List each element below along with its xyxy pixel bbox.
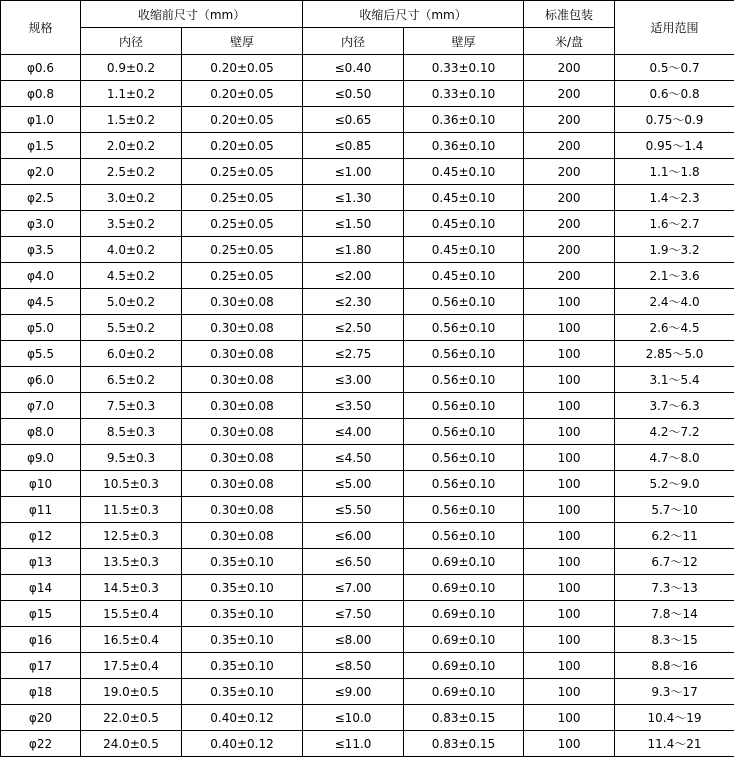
cell-before-id: 3.0±0.2 <box>81 185 182 211</box>
cell-after-id: ≤1.30 <box>303 185 404 211</box>
cell-before-id: 3.5±0.2 <box>81 211 182 237</box>
cell-after-wall: 0.33±0.10 <box>404 55 524 81</box>
table-row <box>1 341 734 367</box>
cell-spec: φ14 <box>1 575 81 601</box>
cell-after-wall: 0.33±0.10 <box>404 81 524 107</box>
cell-before-wall: 0.35±0.10 <box>182 679 303 705</box>
cell-range: 5.2～9.0 <box>615 471 734 497</box>
cell-before-wall: 0.35±0.10 <box>182 575 303 601</box>
cell-before-wall: 0.30±0.08 <box>182 471 303 497</box>
cell-before-wall: 0.25±0.05 <box>182 237 303 263</box>
cell-spec: φ0.8 <box>1 81 81 107</box>
table-row <box>1 133 734 159</box>
table-body <box>1 55 734 757</box>
cell-after-wall: 0.69±0.10 <box>404 679 524 705</box>
table-row <box>1 601 734 627</box>
cell-after-wall: 0.56±0.10 <box>404 315 524 341</box>
cell-pack: 100 <box>524 653 615 679</box>
cell-range: 4.2～7.2 <box>615 419 734 445</box>
cell-after-id: ≤1.00 <box>303 159 404 185</box>
table-row <box>1 55 734 81</box>
cell-after-wall: 0.56±0.10 <box>404 419 524 445</box>
cell-before-id: 16.5±0.4 <box>81 627 182 653</box>
cell-spec: φ13 <box>1 549 81 575</box>
cell-spec: φ4.0 <box>1 263 81 289</box>
cell-after-wall: 0.69±0.10 <box>404 627 524 653</box>
cell-spec: φ15 <box>1 601 81 627</box>
cell-after-id: ≤8.00 <box>303 627 404 653</box>
cell-spec: φ2.0 <box>1 159 81 185</box>
cell-pack: 100 <box>524 315 615 341</box>
cell-spec: φ2.5 <box>1 185 81 211</box>
cell-before-wall: 0.30±0.08 <box>182 289 303 315</box>
table-row <box>1 471 734 497</box>
cell-before-id: 2.5±0.2 <box>81 159 182 185</box>
cell-before-wall: 0.30±0.08 <box>182 523 303 549</box>
cell-after-wall: 0.83±0.15 <box>404 705 524 731</box>
cell-pack: 100 <box>524 575 615 601</box>
cell-before-id: 1.1±0.2 <box>81 81 182 107</box>
header-before-group: 收缩前尺寸（mm） <box>81 1 303 28</box>
cell-after-wall: 0.56±0.10 <box>404 497 524 523</box>
cell-pack: 100 <box>524 341 615 367</box>
cell-before-wall: 0.25±0.05 <box>182 185 303 211</box>
cell-before-wall: 0.40±0.12 <box>182 705 303 731</box>
cell-spec: φ12 <box>1 523 81 549</box>
cell-before-id: 1.5±0.2 <box>81 107 182 133</box>
cell-before-wall: 0.25±0.05 <box>182 263 303 289</box>
cell-after-id: ≤9.00 <box>303 679 404 705</box>
cell-pack: 200 <box>524 185 615 211</box>
cell-after-wall: 0.56±0.10 <box>404 367 524 393</box>
cell-before-wall: 0.30±0.08 <box>182 341 303 367</box>
cell-spec: φ0.6 <box>1 55 81 81</box>
cell-after-id: ≤0.65 <box>303 107 404 133</box>
table-row <box>1 289 734 315</box>
cell-before-id: 4.0±0.2 <box>81 237 182 263</box>
cell-spec: φ1.0 <box>1 107 81 133</box>
cell-after-wall: 0.45±0.10 <box>404 237 524 263</box>
cell-before-id: 5.0±0.2 <box>81 289 182 315</box>
cell-pack: 200 <box>524 237 615 263</box>
cell-before-id: 24.0±0.5 <box>81 731 182 757</box>
cell-before-id: 8.5±0.3 <box>81 419 182 445</box>
cell-before-id: 0.9±0.2 <box>81 55 182 81</box>
cell-range: 7.8～14 <box>615 601 734 627</box>
table-row <box>1 81 734 107</box>
cell-spec: φ5.5 <box>1 341 81 367</box>
cell-after-wall: 0.45±0.10 <box>404 211 524 237</box>
cell-spec: φ20 <box>1 705 81 731</box>
cell-before-id: 5.5±0.2 <box>81 315 182 341</box>
table-row <box>1 653 734 679</box>
cell-after-wall: 0.45±0.10 <box>404 185 524 211</box>
cell-before-id: 10.5±0.3 <box>81 471 182 497</box>
header-before-id: 内径 <box>81 28 182 55</box>
cell-spec: φ8.0 <box>1 419 81 445</box>
cell-after-id: ≤0.85 <box>303 133 404 159</box>
cell-before-id: 14.5±0.3 <box>81 575 182 601</box>
cell-after-id: ≤2.00 <box>303 263 404 289</box>
cell-range: 2.85～5.0 <box>615 341 734 367</box>
cell-pack: 200 <box>524 211 615 237</box>
table-row <box>1 185 734 211</box>
table-row <box>1 263 734 289</box>
cell-after-wall: 0.56±0.10 <box>404 289 524 315</box>
cell-spec: φ10 <box>1 471 81 497</box>
cell-spec: φ3.5 <box>1 237 81 263</box>
header-pack: 标准包装 <box>524 1 615 28</box>
cell-after-wall: 0.45±0.10 <box>404 159 524 185</box>
cell-range: 2.4～4.0 <box>615 289 734 315</box>
cell-pack: 100 <box>524 523 615 549</box>
cell-range: 1.1～1.8 <box>615 159 734 185</box>
cell-spec: φ22 <box>1 731 81 757</box>
cell-before-id: 12.5±0.3 <box>81 523 182 549</box>
cell-after-wall: 0.56±0.10 <box>404 471 524 497</box>
cell-before-id: 19.0±0.5 <box>81 679 182 705</box>
table-row <box>1 159 734 185</box>
cell-after-id: ≤2.50 <box>303 315 404 341</box>
cell-range: 2.1～3.6 <box>615 263 734 289</box>
cell-before-wall: 0.40±0.12 <box>182 731 303 757</box>
cell-pack: 100 <box>524 549 615 575</box>
cell-spec: φ9.0 <box>1 445 81 471</box>
cell-range: 11.4～21 <box>615 731 734 757</box>
header-after-id: 内径 <box>303 28 404 55</box>
cell-after-wall: 0.56±0.10 <box>404 523 524 549</box>
cell-before-id: 2.0±0.2 <box>81 133 182 159</box>
table-row <box>1 367 734 393</box>
cell-pack: 100 <box>524 419 615 445</box>
cell-spec: φ7.0 <box>1 393 81 419</box>
cell-after-id: ≤10.0 <box>303 705 404 731</box>
cell-after-id: ≤1.50 <box>303 211 404 237</box>
cell-pack: 100 <box>524 627 615 653</box>
cell-range: 6.2～11 <box>615 523 734 549</box>
table-row <box>1 549 734 575</box>
cell-after-wall: 0.69±0.10 <box>404 601 524 627</box>
cell-after-id: ≤11.0 <box>303 731 404 757</box>
cell-after-id: ≤8.50 <box>303 653 404 679</box>
cell-before-wall: 0.30±0.08 <box>182 497 303 523</box>
table-row <box>1 393 734 419</box>
cell-after-id: ≤4.50 <box>303 445 404 471</box>
cell-after-wall: 0.56±0.10 <box>404 445 524 471</box>
cell-range: 1.6～2.7 <box>615 211 734 237</box>
cell-range: 6.7～12 <box>615 549 734 575</box>
cell-after-wall: 0.36±0.10 <box>404 133 524 159</box>
table-row <box>1 705 734 731</box>
cell-spec: φ11 <box>1 497 81 523</box>
cell-before-wall: 0.30±0.08 <box>182 315 303 341</box>
cell-range: 0.95～1.4 <box>615 133 734 159</box>
cell-after-wall: 0.83±0.15 <box>404 731 524 757</box>
cell-before-id: 7.5±0.3 <box>81 393 182 419</box>
cell-pack: 100 <box>524 367 615 393</box>
cell-before-id: 11.5±0.3 <box>81 497 182 523</box>
cell-spec: φ17 <box>1 653 81 679</box>
cell-range: 5.7～10 <box>615 497 734 523</box>
cell-after-id: ≤3.00 <box>303 367 404 393</box>
cell-pack: 200 <box>524 55 615 81</box>
cell-pack: 100 <box>524 705 615 731</box>
cell-after-id: ≤6.00 <box>303 523 404 549</box>
table-row <box>1 523 734 549</box>
cell-range: 2.6～4.5 <box>615 315 734 341</box>
cell-before-id: 6.0±0.2 <box>81 341 182 367</box>
table-row <box>1 627 734 653</box>
header-pack-unit: 米/盘 <box>524 28 615 55</box>
cell-after-wall: 0.36±0.10 <box>404 107 524 133</box>
cell-pack: 100 <box>524 601 615 627</box>
cell-after-id: ≤1.80 <box>303 237 404 263</box>
cell-after-id: ≤3.50 <box>303 393 404 419</box>
cell-before-id: 4.5±0.2 <box>81 263 182 289</box>
cell-spec: φ6.0 <box>1 367 81 393</box>
cell-before-id: 15.5±0.4 <box>81 601 182 627</box>
cell-range: 1.4～2.3 <box>615 185 734 211</box>
header-before-wall: 壁厚 <box>182 28 303 55</box>
cell-after-wall: 0.56±0.10 <box>404 341 524 367</box>
cell-pack: 200 <box>524 133 615 159</box>
cell-range: 8.8～16 <box>615 653 734 679</box>
cell-before-wall: 0.25±0.05 <box>182 211 303 237</box>
cell-before-id: 22.0±0.5 <box>81 705 182 731</box>
cell-after-wall: 0.45±0.10 <box>404 263 524 289</box>
header-spec: 规格 <box>1 1 81 55</box>
table-row <box>1 237 734 263</box>
cell-spec: φ4.5 <box>1 289 81 315</box>
cell-pack: 100 <box>524 471 615 497</box>
cell-range: 0.6～0.8 <box>615 81 734 107</box>
cell-before-wall: 0.35±0.10 <box>182 627 303 653</box>
cell-before-wall: 0.20±0.05 <box>182 55 303 81</box>
cell-after-id: ≤0.40 <box>303 55 404 81</box>
cell-before-id: 9.5±0.3 <box>81 445 182 471</box>
cell-after-wall: 0.56±0.10 <box>404 393 524 419</box>
cell-after-wall: 0.69±0.10 <box>404 653 524 679</box>
cell-pack: 100 <box>524 393 615 419</box>
cell-range: 0.75～0.9 <box>615 107 734 133</box>
cell-range: 4.7～8.0 <box>615 445 734 471</box>
cell-range: 3.7～6.3 <box>615 393 734 419</box>
cell-pack: 100 <box>524 497 615 523</box>
cell-after-id: ≤7.50 <box>303 601 404 627</box>
cell-after-id: ≤5.00 <box>303 471 404 497</box>
cell-range: 3.1～5.4 <box>615 367 734 393</box>
header-after-wall: 壁厚 <box>404 28 524 55</box>
cell-before-wall: 0.30±0.08 <box>182 445 303 471</box>
cell-range: 9.3～17 <box>615 679 734 705</box>
cell-range: 8.3～15 <box>615 627 734 653</box>
table-row <box>1 679 734 705</box>
cell-before-id: 6.5±0.2 <box>81 367 182 393</box>
cell-after-id: ≤4.00 <box>303 419 404 445</box>
cell-before-id: 17.5±0.4 <box>81 653 182 679</box>
cell-before-wall: 0.25±0.05 <box>182 159 303 185</box>
cell-spec: φ18 <box>1 679 81 705</box>
cell-range: 10.4～19 <box>615 705 734 731</box>
cell-pack: 100 <box>524 289 615 315</box>
cell-pack: 200 <box>524 263 615 289</box>
cell-before-wall: 0.30±0.08 <box>182 419 303 445</box>
cell-pack: 200 <box>524 159 615 185</box>
cell-before-wall: 0.35±0.10 <box>182 653 303 679</box>
cell-after-id: ≤2.30 <box>303 289 404 315</box>
cell-pack: 100 <box>524 731 615 757</box>
cell-pack: 100 <box>524 679 615 705</box>
cell-after-id: ≤0.50 <box>303 81 404 107</box>
table-row <box>1 211 734 237</box>
cell-after-id: ≤2.75 <box>303 341 404 367</box>
table-row <box>1 445 734 471</box>
cell-spec: φ3.0 <box>1 211 81 237</box>
table-row <box>1 107 734 133</box>
cell-before-wall: 0.20±0.05 <box>182 133 303 159</box>
cell-spec: φ5.0 <box>1 315 81 341</box>
cell-before-wall: 0.35±0.10 <box>182 601 303 627</box>
cell-after-id: ≤7.00 <box>303 575 404 601</box>
cell-spec: φ16 <box>1 627 81 653</box>
cell-before-wall: 0.35±0.10 <box>182 549 303 575</box>
cell-pack: 200 <box>524 81 615 107</box>
cell-after-id: ≤5.50 <box>303 497 404 523</box>
cell-after-wall: 0.69±0.10 <box>404 549 524 575</box>
header-after-group: 收缩后尺寸（mm） <box>303 1 524 28</box>
table-row <box>1 575 734 601</box>
cell-range: 1.9～3.2 <box>615 237 734 263</box>
table-row <box>1 419 734 445</box>
table-row <box>1 315 734 341</box>
cell-before-wall: 0.30±0.08 <box>182 393 303 419</box>
cell-before-id: 13.5±0.3 <box>81 549 182 575</box>
cell-range: 7.3～13 <box>615 575 734 601</box>
table-row <box>1 731 734 757</box>
cell-before-wall: 0.30±0.08 <box>182 367 303 393</box>
cell-before-wall: 0.20±0.05 <box>182 107 303 133</box>
cell-after-wall: 0.69±0.10 <box>404 575 524 601</box>
table-row <box>1 497 734 523</box>
cell-after-id: ≤6.50 <box>303 549 404 575</box>
cell-range: 0.5～0.7 <box>615 55 734 81</box>
header-range: 适用范围 <box>615 1 734 55</box>
cell-before-wall: 0.20±0.05 <box>182 81 303 107</box>
cell-spec: φ1.5 <box>1 133 81 159</box>
cell-pack: 100 <box>524 445 615 471</box>
cell-pack: 200 <box>524 107 615 133</box>
